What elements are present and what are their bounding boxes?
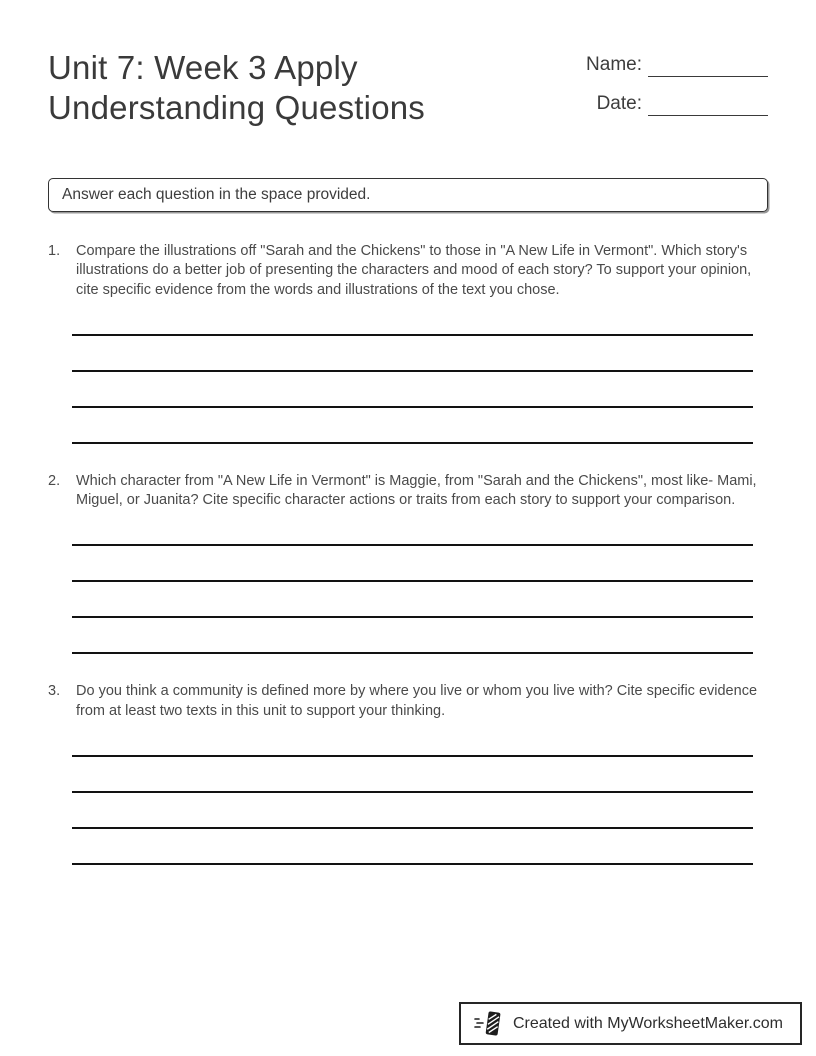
name-label: Name: bbox=[586, 54, 642, 75]
answer-line[interactable] bbox=[72, 510, 753, 546]
page-title-line-1: Unit 7: Week 3 Apply bbox=[48, 49, 358, 86]
answer-line[interactable] bbox=[72, 372, 753, 408]
answer-line[interactable] bbox=[72, 336, 753, 372]
question-item-1 bbox=[48, 242, 768, 444]
page-title-line-2: Understanding Questions bbox=[48, 89, 425, 126]
question-text: Which character from "A New Life in Vermont" is Maggie, from "Sarah and the Chickens", most like- Mami, Miguel, or Juanita? Cite specific character actions or traits from each story to support your comparison. bbox=[76, 472, 757, 509]
question-head bbox=[48, 682, 768, 721]
answer-line[interactable] bbox=[72, 793, 753, 829]
question-number: 1. bbox=[48, 243, 61, 259]
answer-area bbox=[72, 721, 753, 865]
date-input-line[interactable] bbox=[648, 93, 768, 116]
name-field-row bbox=[586, 53, 768, 77]
question-number: 3. bbox=[48, 683, 61, 700]
question-head bbox=[48, 472, 768, 511]
answer-line[interactable] bbox=[72, 721, 753, 757]
answer-line[interactable] bbox=[72, 546, 753, 582]
date-label: Date: bbox=[596, 93, 642, 114]
answer-line[interactable] bbox=[72, 618, 753, 654]
date-field-row bbox=[586, 92, 768, 116]
worksheet-header bbox=[48, 48, 768, 128]
answer-area bbox=[72, 300, 753, 444]
name-input-line[interactable] bbox=[648, 54, 768, 77]
page-title bbox=[48, 48, 425, 128]
answer-line[interactable] bbox=[72, 408, 753, 444]
question-item-3 bbox=[48, 682, 768, 865]
answer-line[interactable] bbox=[72, 757, 753, 793]
worksheet-maker-logo-icon bbox=[474, 1010, 504, 1038]
question-text: Compare the illustrations off "Sarah and the Chickens" to those in "A New Life in Vermont". Which story's illustrations do a better job of presenting the characters and mood of each story? To support your opinion, cite specific evidence from the words and illustrations of the text you chose. bbox=[76, 243, 752, 298]
answer-line[interactable] bbox=[72, 582, 753, 618]
instructions-box bbox=[48, 178, 768, 212]
question-item-2 bbox=[48, 472, 768, 655]
footer-credit-badge bbox=[459, 1002, 802, 1045]
question-number: 2. bbox=[48, 472, 61, 489]
answer-line[interactable] bbox=[72, 829, 753, 865]
answer-area bbox=[72, 510, 753, 654]
answer-line[interactable] bbox=[72, 300, 753, 336]
name-date-fields bbox=[586, 53, 768, 116]
questions-list bbox=[48, 242, 768, 865]
question-text: Do you think a community is defined more by where you live or whom you live with? Cite specific evidence from at least two texts in this unit to support your thinking. bbox=[76, 683, 758, 719]
instructions-text: Answer each question in the space provided. bbox=[62, 186, 371, 203]
footer-credit-text: Created with MyWorksheetMaker.com bbox=[512, 1014, 783, 1032]
question-head bbox=[48, 242, 768, 300]
